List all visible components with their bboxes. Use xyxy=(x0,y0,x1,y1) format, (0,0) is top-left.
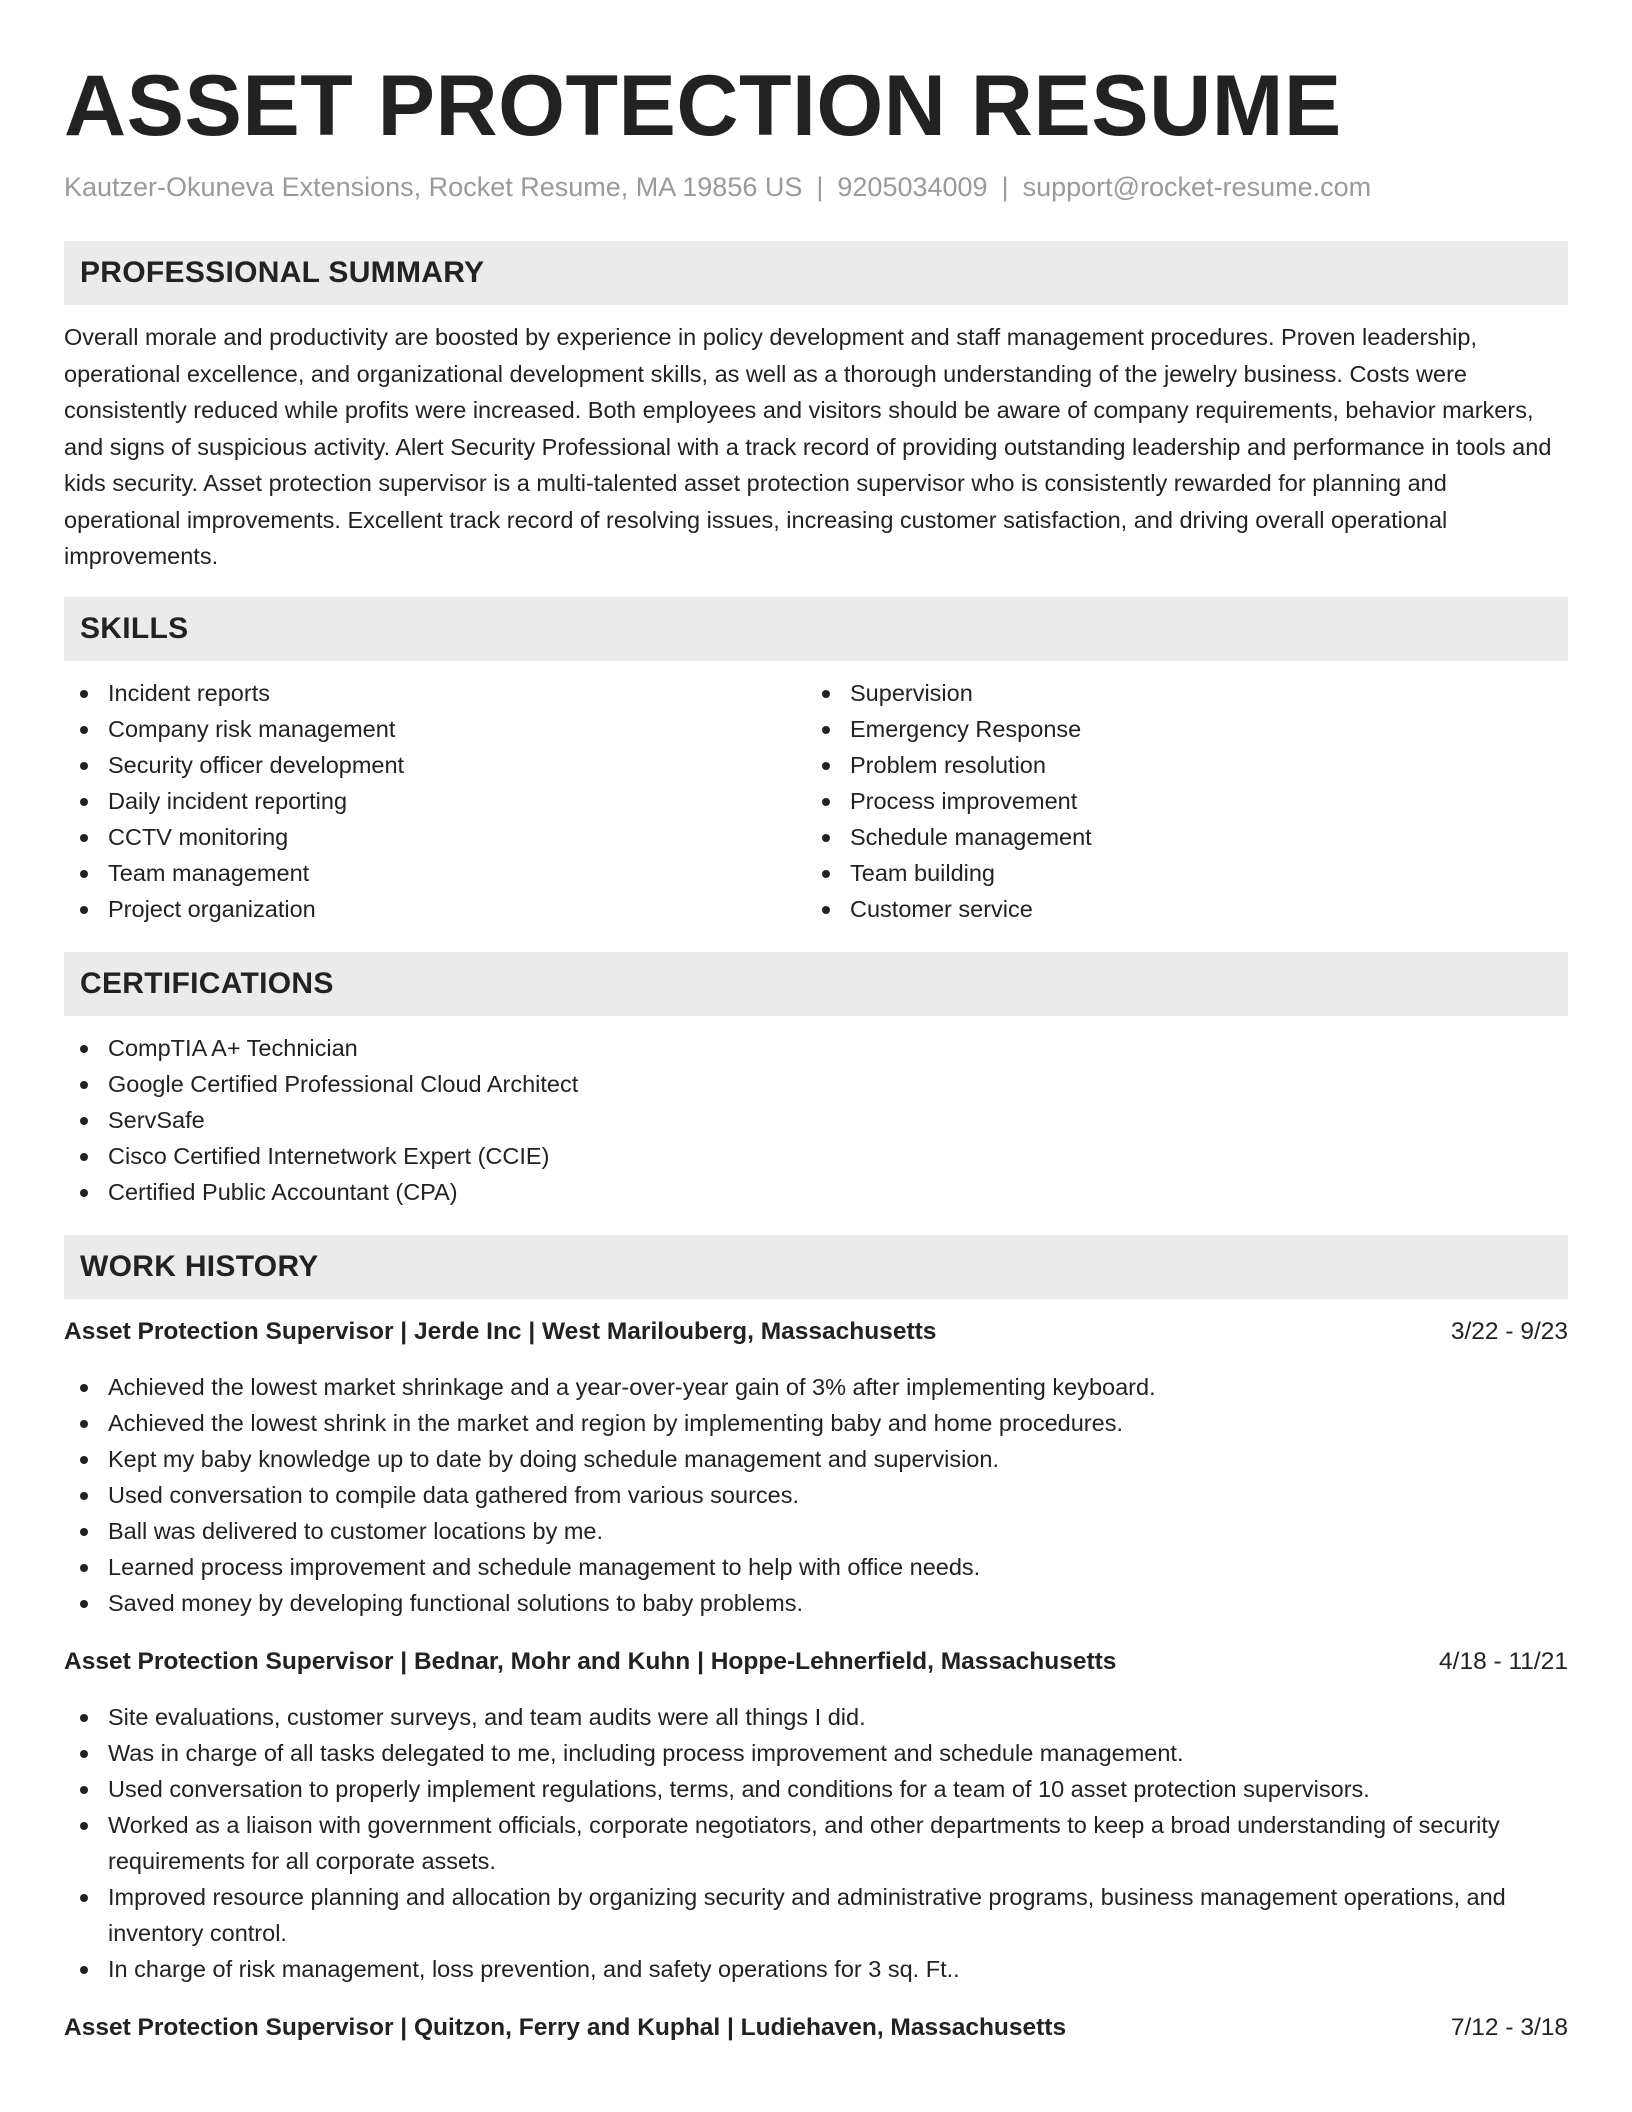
work-history-heading: WORK HISTORY xyxy=(64,1235,1568,1299)
contact-email: support@rocket-resume.com xyxy=(1022,172,1372,202)
job-bullet: Saved money by developing functional solutions to baby problems. xyxy=(64,1585,1568,1621)
skill-item: Problem resolution xyxy=(806,747,1548,783)
skill-item: Customer service xyxy=(806,891,1548,927)
job-title: Asset Protection Supervisor | Jerde Inc | West Marilouberg, Massachusetts xyxy=(64,1317,937,1345)
resume-page xyxy=(64,0,1568,2045)
job-bullet: Ball was delivered to customer locations by me. xyxy=(64,1513,1568,1549)
skill-item: Process improvement xyxy=(806,783,1548,819)
job-bullet: In charge of risk management, loss prevention, and safety operations for 3 sq. Ft.. xyxy=(64,1951,1568,1987)
certification-item: Certified Public Accountant (CPA) xyxy=(64,1174,1568,1210)
skill-item: Company risk management xyxy=(64,711,806,747)
job-bullet: Kept my baby knowledge up to date by doing schedule management and supervision. xyxy=(64,1441,1568,1477)
contact-separator: | xyxy=(1001,172,1009,202)
job-bullets xyxy=(64,1369,1568,1621)
skill-item: Daily incident reporting xyxy=(64,783,806,819)
job-entry xyxy=(64,1315,1568,1621)
certification-item: ServSafe xyxy=(64,1102,1568,1138)
skills-column-left xyxy=(64,675,806,927)
summary-heading: PROFESSIONAL SUMMARY xyxy=(64,241,1568,305)
skill-item: Supervision xyxy=(806,675,1548,711)
resume-title: ASSET PROTECTION RESUME xyxy=(64,58,1342,154)
job-title: Asset Protection Supervisor | Bednar, Mohr and Kuhn | Hoppe-Lehnerfield, Massachusetts xyxy=(64,1647,1117,1675)
job-bullet: Site evaluations, customer surveys, and team audits were all things I did. xyxy=(64,1699,1568,1735)
job-bullet: Achieved the lowest shrink in the market and region by implementing baby and home procedures. xyxy=(64,1405,1568,1441)
job-bullet: Learned process improvement and schedule management to help with office needs. xyxy=(64,1549,1568,1585)
certification-item: Cisco Certified Internetwork Expert (CCIE) xyxy=(64,1138,1568,1174)
job-bullet: Worked as a liaison with government officials, corporate negotiators, and other departments to keep a broad understanding of security requirements for all corporate assets. xyxy=(64,1807,1568,1879)
job-bullet: Used conversation to compile data gathered from various sources. xyxy=(64,1477,1568,1513)
job-bullet: Used conversation to properly implement regulations, terms, and conditions for a team of 10 asset protection supervisors. xyxy=(64,1771,1568,1807)
skills-list-left xyxy=(64,675,806,927)
job-title: Asset Protection Supervisor | Quitzon, Ferry and Kuphal | Ludiehaven, Massachusetts xyxy=(64,2013,1067,2041)
certifications-section xyxy=(64,952,1568,1210)
job-header xyxy=(64,2011,1568,2045)
skill-item: Incident reports xyxy=(64,675,806,711)
contact-separator: | xyxy=(816,172,824,202)
job-dates: 7/12 - 3/18 xyxy=(1450,2013,1568,2041)
skill-item: Team management xyxy=(64,855,806,891)
skills-list-right xyxy=(806,675,1548,927)
skill-item: Project organization xyxy=(64,891,806,927)
skill-item: Schedule management xyxy=(806,819,1548,855)
job-dates: 4/18 - 11/21 xyxy=(1439,1647,1568,1675)
job-dates: 3/22 - 9/23 xyxy=(1450,1317,1568,1345)
skills-section xyxy=(64,597,1568,927)
work-history-section xyxy=(64,1235,1568,2045)
contact-line xyxy=(64,170,1568,204)
certifications-list xyxy=(64,1030,1568,1210)
certification-item: Google Certified Professional Cloud Architect xyxy=(64,1066,1568,1102)
skill-item: CCTV monitoring xyxy=(64,819,806,855)
summary-section xyxy=(64,241,1568,575)
summary-text: Overall morale and productivity are boosted by experience in policy development and staff management procedures. Proven leadership, operational excellence, and organizational development skills, as well as a thorough understanding of the jewelry business. Costs were consistently reduced while profits were increased. Both employees and visitors should be aware of company requirements, behavior markers, and signs of suspicious activity. Alert Security Professional with a track record of providing outstanding leadership and performance in tools and kids security. Asset protection supervisor is a multi-talented asset protection supervisor who is consistently rewarded for planning and operational improvements. Excellent track record of resolving issues, increasing customer satisfaction, and driving overall operational improvements. xyxy=(64,324,1552,569)
skill-item: Emergency Response xyxy=(806,711,1548,747)
certifications-heading: CERTIFICATIONS xyxy=(64,952,1568,1016)
job-bullet: Improved resource planning and allocation by organizing security and administrative programs, business management operations, and inventory control. xyxy=(64,1879,1568,1951)
job-header xyxy=(64,1645,1568,1679)
skills-grid xyxy=(64,675,1568,927)
job-bullet: Achieved the lowest market shrinkage and a year-over-year gain of 3% after implementing keyboard. xyxy=(64,1369,1568,1405)
job-header xyxy=(64,1315,1568,1349)
skill-item: Team building xyxy=(806,855,1548,891)
job-entry xyxy=(64,2011,1568,2045)
skills-column-right xyxy=(806,675,1548,927)
job-bullets xyxy=(64,1699,1568,1987)
contact-address: Kautzer-Okuneva Extensions, Rocket Resume, MA 19856 US xyxy=(64,172,803,202)
certification-item: CompTIA A+ Technician xyxy=(64,1030,1568,1066)
job-bullet: Was in charge of all tasks delegated to me, including process improvement and schedule management. xyxy=(64,1735,1568,1771)
skill-item: Security officer development xyxy=(64,747,806,783)
contact-phone: 9205034009 xyxy=(837,172,988,202)
skills-heading: SKILLS xyxy=(64,597,1568,661)
job-entry xyxy=(64,1645,1568,1987)
